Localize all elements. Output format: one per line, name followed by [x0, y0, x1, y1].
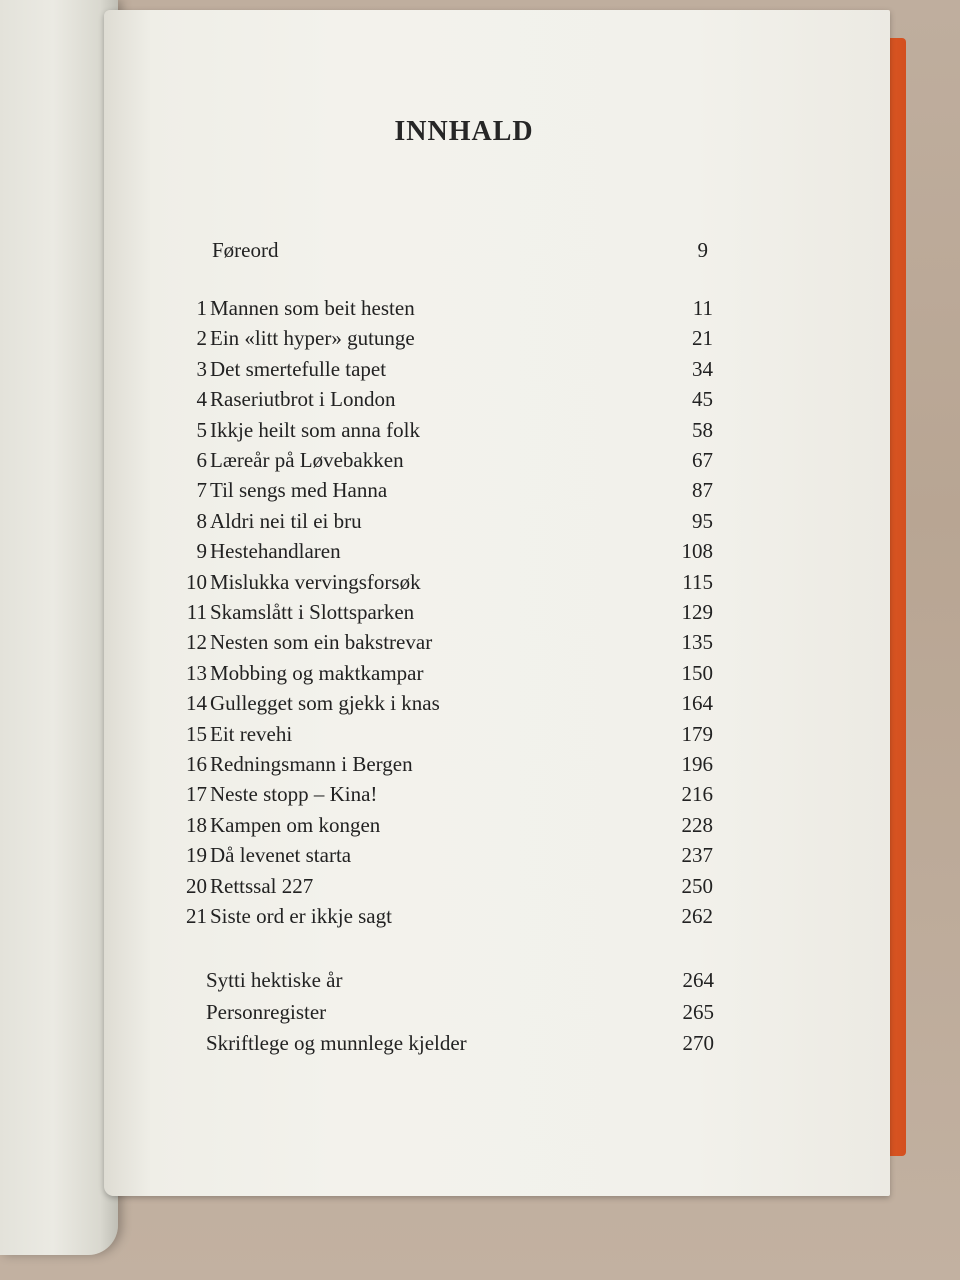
entry-title: Gullegget som gjekk i knas: [210, 691, 440, 715]
toc-entry: [177, 448, 713, 478]
toc-entry: [177, 904, 713, 934]
toc-entry: [177, 843, 713, 873]
entry-title: Siste ord er ikkje sagt: [210, 904, 392, 928]
entry-title: Kampen om kongen: [210, 813, 381, 837]
chapter-number: 15: [186, 722, 207, 746]
toc-entry: [177, 782, 713, 812]
chapter-number: 17: [186, 782, 207, 806]
page-number: 228: [681, 813, 713, 837]
entry-title: Hestehandlaren: [210, 539, 341, 563]
entry-title: Mannen som beit hesten: [210, 296, 415, 320]
entry-title: Sytti hektiske år: [206, 968, 343, 992]
chapter-number: 5: [196, 418, 207, 442]
toc-entry: [177, 539, 713, 569]
chapter-number: 4: [196, 387, 207, 411]
entry-title: Skriftlege og munnlege kjelder: [206, 1031, 467, 1055]
entry-title: Læreår på Løvebakken: [210, 448, 404, 472]
chapter-number: 3: [196, 357, 207, 381]
chapter-number: 7: [196, 478, 207, 502]
entry-title: Redningsmann i Bergen: [210, 752, 413, 776]
toc-entry: [177, 570, 713, 600]
entry-title: Eit revehi: [210, 722, 293, 746]
toc-entry: [212, 238, 708, 268]
page-number: 67: [692, 448, 713, 472]
page-number: 95: [692, 509, 713, 533]
toc-entry: [177, 478, 713, 508]
page-number: 115: [682, 570, 713, 594]
toc-entry: [177, 691, 713, 721]
toc-entry: [177, 600, 713, 630]
entry-title: Det smertefulle tapet: [210, 357, 387, 381]
entry-title: Føreord: [212, 238, 279, 262]
entry-title: Raseriutbrot i London: [210, 387, 396, 411]
chapter-number: 1: [196, 296, 207, 320]
page-number: 108: [681, 539, 713, 563]
page-number: 265: [682, 1000, 714, 1024]
page-number: 11: [692, 296, 713, 320]
toc-entry: [177, 661, 713, 691]
page-number: 164: [681, 691, 713, 715]
entry-title: Ein «litt hyper» gutunge: [210, 326, 415, 350]
page-number: 150: [681, 661, 713, 685]
chapter-number: 8: [196, 509, 207, 533]
left-page: [0, 0, 118, 1255]
chapter-number: 12: [186, 630, 207, 654]
entry-title: Personregister: [206, 1000, 327, 1024]
page-number: 270: [682, 1031, 714, 1055]
toc-entry: [177, 813, 713, 843]
chapter-number: 18: [186, 813, 207, 837]
toc-entry: [177, 296, 713, 326]
chapter-number: 11: [186, 600, 207, 624]
chapter-number: 21: [186, 904, 207, 928]
toc-entry: [206, 1031, 714, 1061]
toc-entry: [206, 968, 714, 998]
chapter-number: 19: [186, 843, 207, 867]
toc-entry: [177, 722, 713, 752]
page-number: 58: [692, 418, 713, 442]
entry-title: Mislukka vervingsforsøk: [210, 570, 421, 594]
entry-title: Neste stopp – Kina!: [210, 782, 378, 806]
toc-entry: [206, 1000, 714, 1030]
page-number: 264: [682, 968, 714, 992]
page-number: 250: [681, 874, 713, 898]
page-number: 45: [692, 387, 713, 411]
page-number: 9: [697, 238, 708, 262]
entry-title: Mobbing og maktkampar: [210, 661, 424, 685]
entry-title: Rettssal 227: [210, 874, 314, 898]
chapter-number: 2: [196, 326, 207, 350]
entry-title: Nesten som ein bakstrevar: [210, 630, 433, 654]
chapter-number: 9: [196, 539, 207, 563]
toc-entry: [177, 387, 713, 417]
toc-entry: [177, 874, 713, 904]
page-number: 135: [681, 630, 713, 654]
page-number: 196: [681, 752, 713, 776]
page-title: INNHALD: [394, 116, 534, 147]
page-number: 262: [681, 904, 713, 928]
chapter-number: 20: [186, 874, 207, 898]
entry-title: Då levenet starta: [210, 843, 352, 867]
chapter-number: 6: [196, 448, 207, 472]
entry-title: Aldri nei til ei bru: [210, 509, 362, 533]
page-number: 21: [692, 326, 713, 350]
chapter-number: 16: [186, 752, 207, 776]
chapter-number: 13: [186, 661, 207, 685]
page-number: 237: [681, 843, 713, 867]
page-number: 87: [692, 478, 713, 502]
toc-entry: [177, 752, 713, 782]
page-number: 179: [681, 722, 713, 746]
toc-entry: [177, 357, 713, 387]
entry-title: Ikkje heilt som anna folk: [210, 418, 420, 442]
toc-entry: [177, 509, 713, 539]
page-number: 129: [681, 600, 713, 624]
entry-title: Til sengs med Hanna: [210, 478, 388, 502]
toc-entry: [177, 418, 713, 448]
chapter-number: 14: [186, 691, 207, 715]
entry-title: Skamslått i Slottsparken: [210, 600, 415, 624]
page-number: 34: [692, 357, 713, 381]
toc-entry: [177, 630, 713, 660]
chapter-number: 10: [186, 570, 207, 594]
page-number: 216: [681, 782, 713, 806]
toc-entry: [177, 326, 713, 356]
